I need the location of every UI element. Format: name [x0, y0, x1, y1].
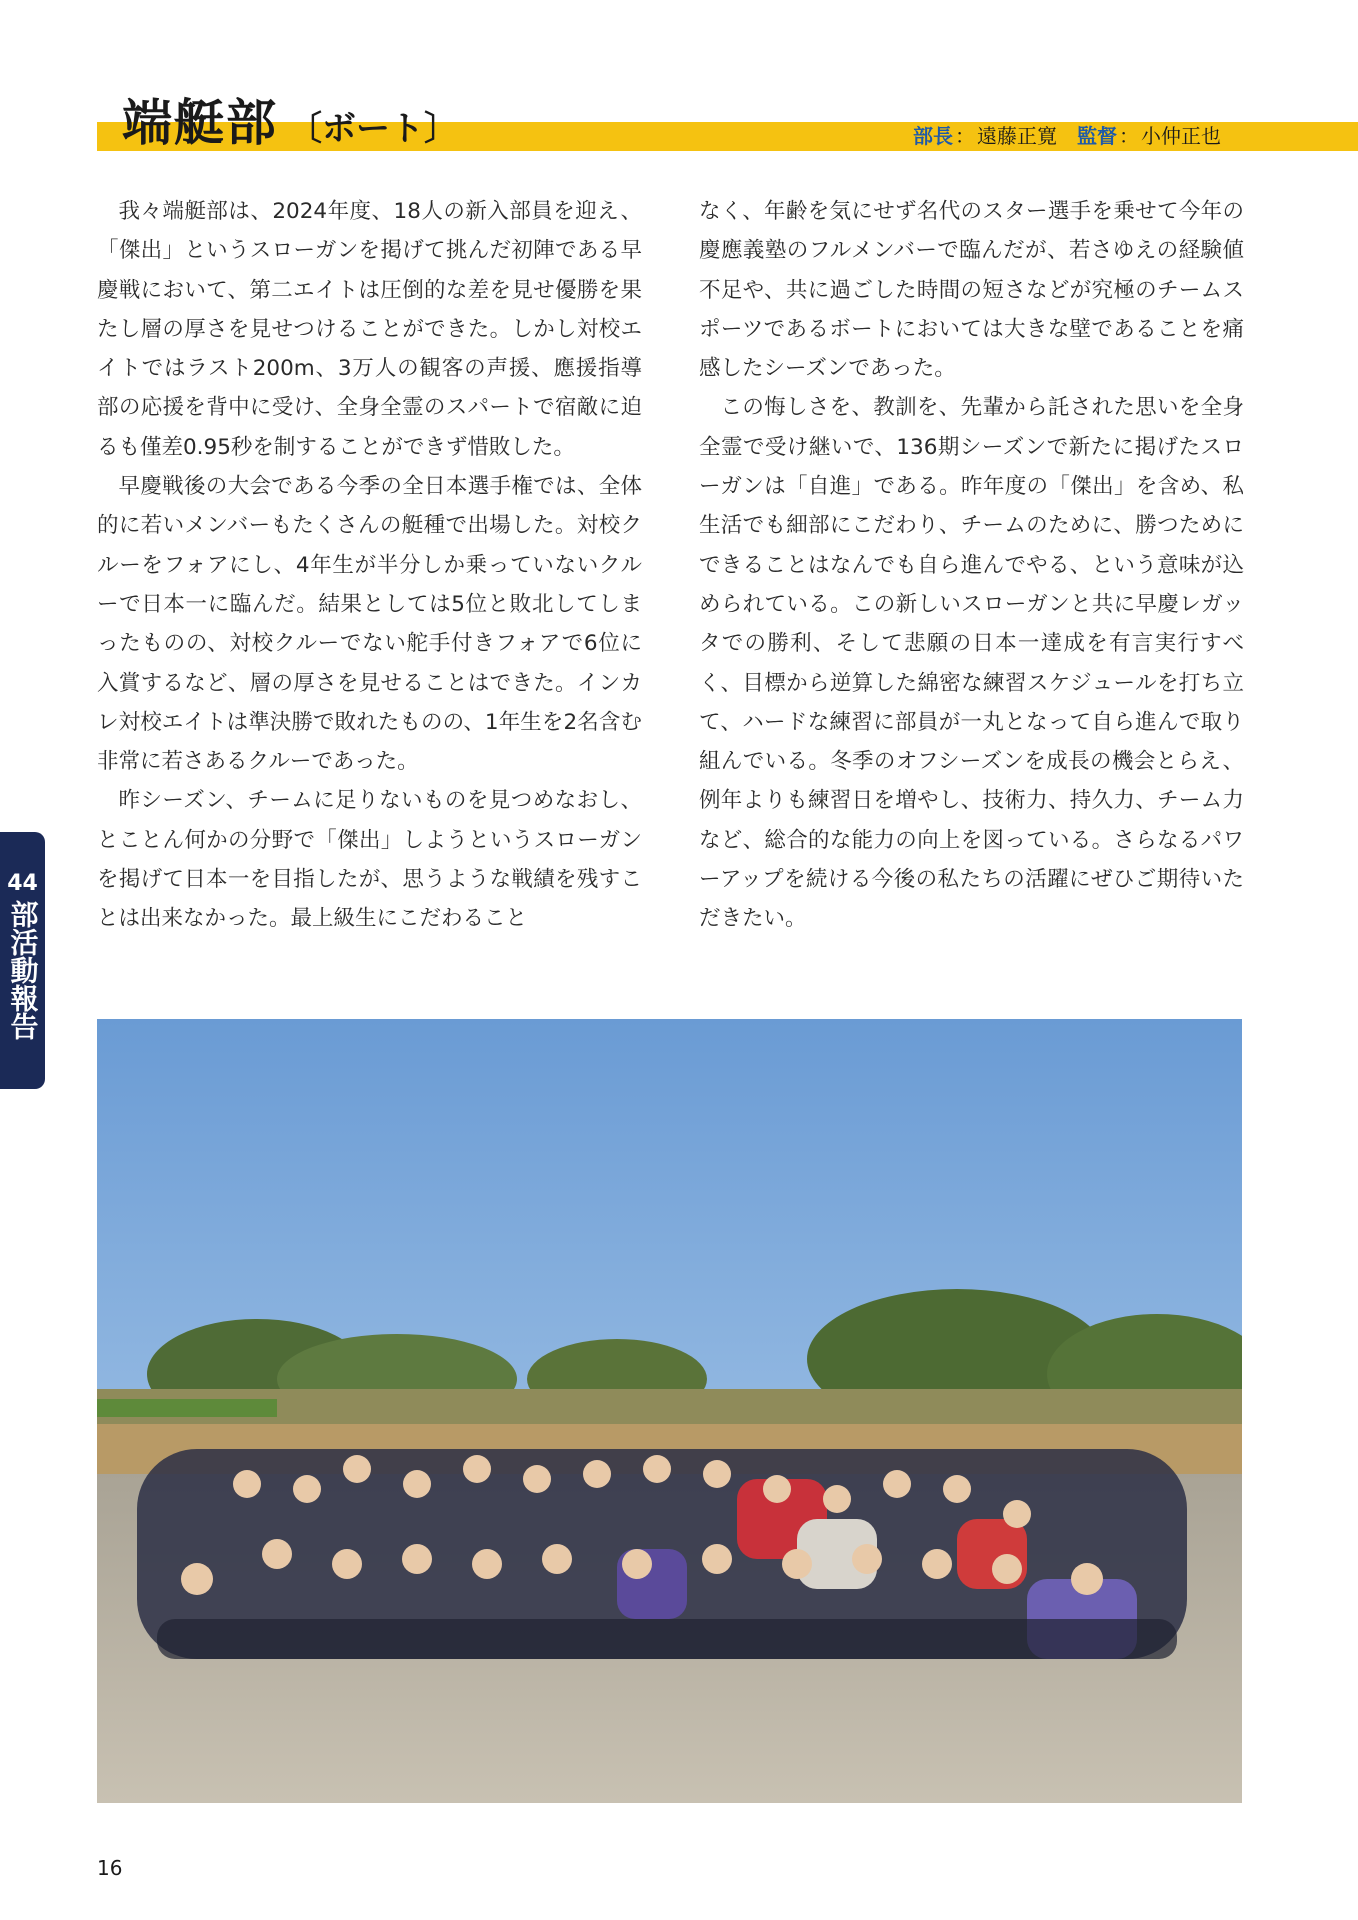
paragraph: 昨シーズン、チームに足りないものを見つめなおし、とことん何かの分野で「傑出」しようというスローガンを掲げて日本一を目指したが、思うような戦績を残すことは出来なかった。最上級生にこだわること [97, 788, 642, 932]
staff-separator-1: ： [955, 124, 975, 148]
role-label-2: 監督 [1077, 124, 1117, 148]
article-column-right [699, 192, 1244, 939]
paragraph: この悔しさを、教訓を、先輩から託された思いを全身全霊で受け継いで、136期シーズンで新たに掲げたスローガンは「自進」である。昨年度の「傑出」を含め、私生活でも細部にこだわり、チームのために、勝つためにできることはなんでも自ら進んでやる、という意味が込められている。この新しいスローガンと共に早慶レガッタでの勝利、そして悲願の日本一達成を有言実行すべく、目標から逆算した綿密な練習スケジュールを打ち立て、ハードな練習に部員が一丸となって自ら進んで取り組んでいる。冬季のオフシーズンを成長の機会とらえ、例年よりも練習日を増やし、技術力、持久力、チーム力など、総合的な能力の向上を図っている。さらなるパワーアップを続ける今後の私たちの活躍にぜひご期待いただきたい。 [699, 395, 1244, 932]
section-side-tab [0, 832, 45, 1089]
section-label: 部活動報告 [6, 900, 40, 1040]
section-number: 44 [7, 871, 38, 896]
page-number: 16 [97, 1856, 123, 1880]
club-subtitle: 〔ボート〕 [288, 109, 458, 149]
paragraph-continuation: なく、年齢を気にせず名代のスター選手を乗せて今年の慶應義塾のフルメンバーで臨んだが、若さゆえの経験値不足や、共に過ごした時間の短さなどが究極のチームスポーツであるボートにおいては大きな壁であることを痛感したシーズンであった。 [699, 199, 1244, 382]
role-label-1: 部長 [913, 124, 953, 148]
page-title [122, 92, 458, 160]
club-name: 端艇部 [122, 94, 278, 152]
article-column-left [97, 192, 642, 939]
paragraph: 我々端艇部は、2024年度、18人の新入部員を迎え、「傑出」というスローガンを掲げて挑んだ初陣である早慶戦において、第二エイトは圧倒的な差を見せ優勝を果たし層の厚さを見せつけることができた。しかし対校エイトではラスト200m、3万人の観客の声援、應援指導部の応援を背中に受け、全身全霊のスパートで宿敵に迫るも僅差0.95秒を制することができず惜敗した。 [97, 199, 642, 460]
staff-separator-2: ： [1119, 124, 1139, 148]
staff-name-1: 遠藤正寛 [977, 124, 1057, 148]
paragraph: 早慶戦後の大会である今季の全日本選手権では、全体的に若いメンバーもたくさんの艇種で出場した。対校クルーをフォアにし、4年生が半分しか乗っていないクルーで日本一に臨んだ。結果としては5位と敗北してしまったものの、対校クルーでない舵手付きフォアで6位に入賞するなど、層の厚さを見せることはできた。インカレ対校エイトは準決勝で敗れたものの、1年生を2名含む非常に若さあるクルーであった。 [97, 474, 642, 775]
team-photo [97, 1019, 1242, 1803]
staff-info [913, 122, 1221, 151]
team-group [137, 1449, 1187, 1659]
staff-name-2: 小仲正也 [1141, 124, 1221, 148]
